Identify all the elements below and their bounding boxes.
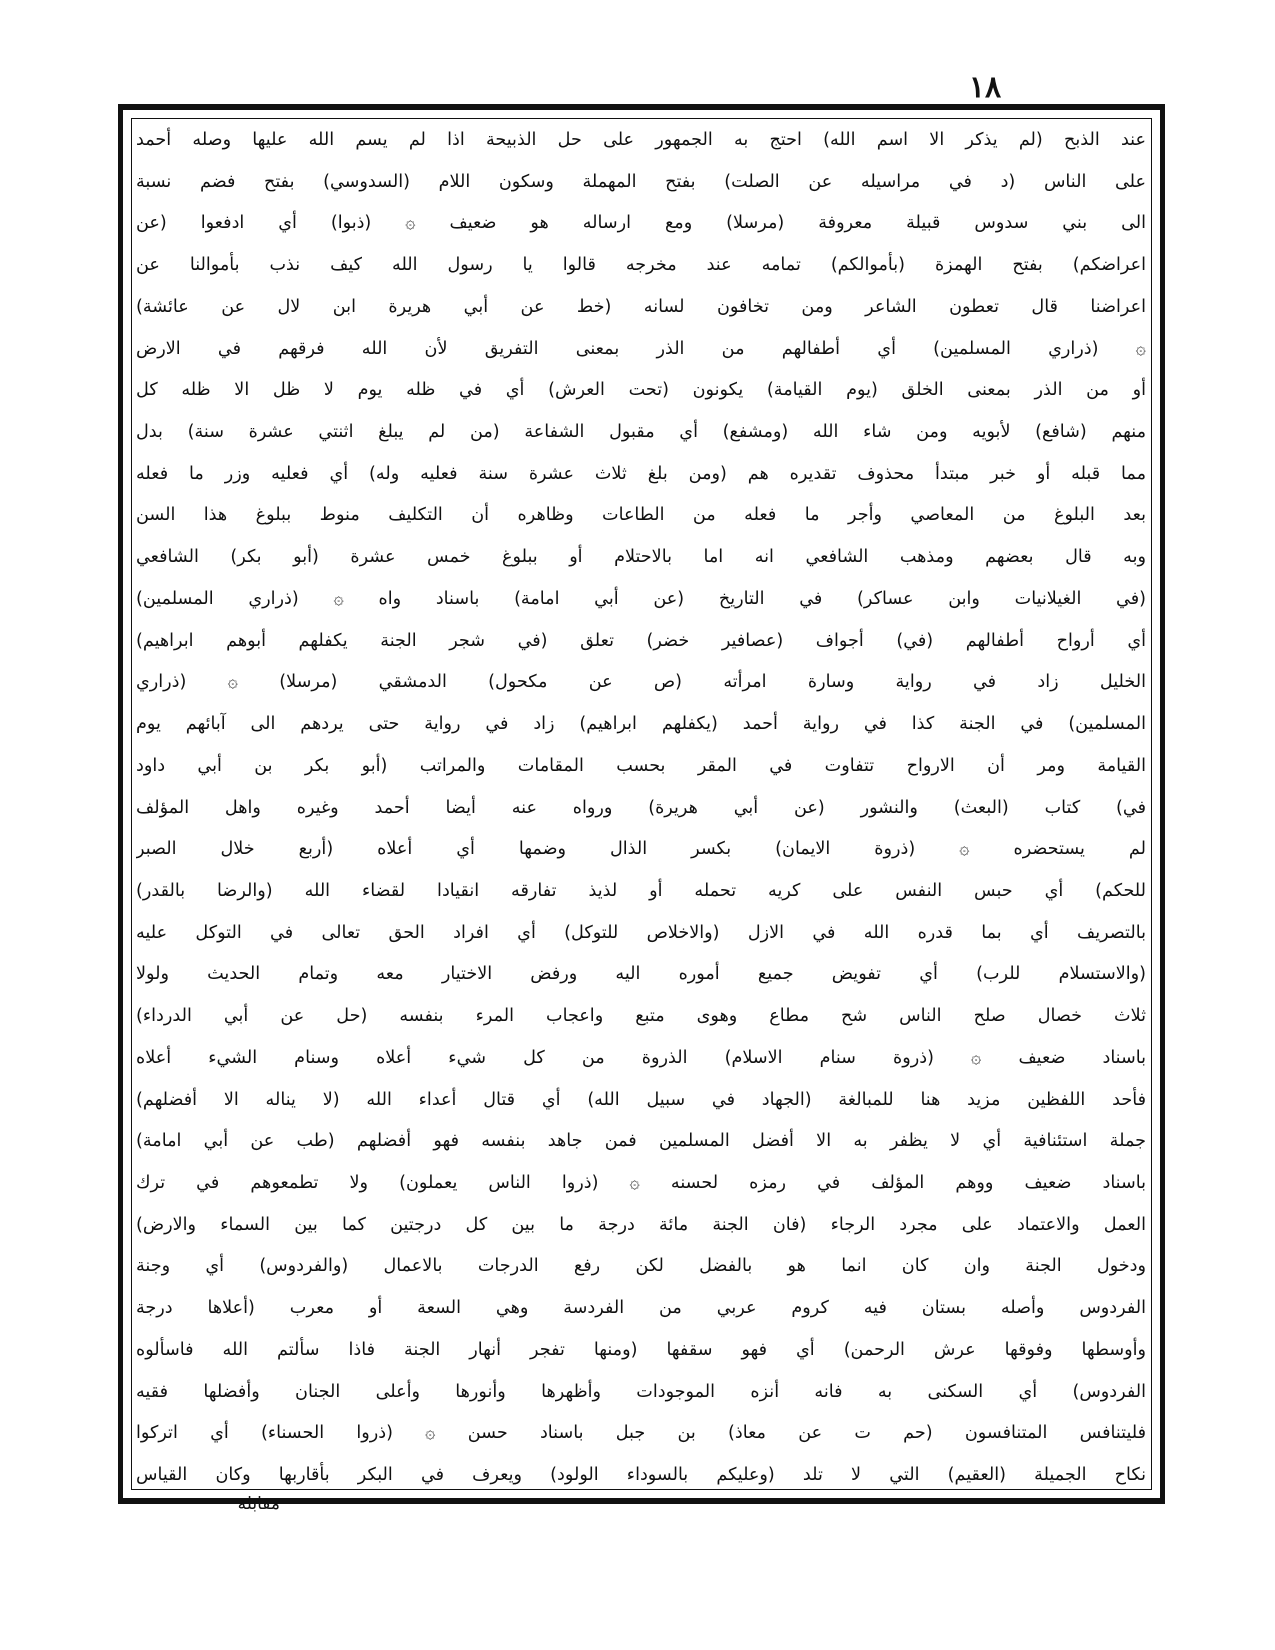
- text-line: أو من الذر بمعنى الخلق (يوم القيامة) يكونون (تحت العرش) أي في ظله يوم لا ظل الا ظله كل: [136, 380, 1146, 401]
- text-line: فليتنافس المتنافسون (حم ت عن معاذ) بن جبل باسناد حسن ۞ (ذروا الحسناء) أي اتركوا: [136, 1423, 1146, 1444]
- text-line: بعد البلوغ من المعاصي وأجر ما فعله من الطاعات وظاهره أن التكليف منوط ببلوغ هذا السن: [136, 505, 1146, 526]
- text-line: اعراضكم) بفتح الهمزة (بأموالكم) تمامه عند مخرجه قالوا يا رسول الله كيف نذب بأموالنا عن: [136, 255, 1146, 276]
- text-line: بالتصريف أي بما قدره الله في الازل (والاخلاص للتوكل) أي افراد الحق تعالى في التوكل عليه: [136, 922, 1146, 943]
- text-line: ۞ (ذراري المسلمين) أي أطفالهم من الذر بمعنى التفريق لأن الله فرقهم في الارض: [136, 338, 1146, 359]
- text-line: المسلمين) في الجنة كذا في رواية أحمد (يكفلهم ابراهيم) زاد في رواية حتى يردهم الى آبائهم يوم: [136, 714, 1146, 735]
- text-line: الى بني سدوس قبيلة معروفة (مرسلا) ومع ارساله هو ضعيف ۞ (ذبوا) أي ادفعوا (عن: [136, 213, 1146, 234]
- text-line: على الناس (د في مراسيله عن الصلت) بفتح المهملة وسكون اللام (السدوسي) بفتح فضم نسبة: [136, 171, 1146, 192]
- text-line: الخليل زاد في رواية وسارة امرأته (ص عن مكحول) الدمشقي (مرسلا) ۞ (ذراري: [136, 672, 1146, 693]
- text-line: في) كتاب (البعث) والنشور (عن أبي هريرة) ورواه عنه أيضا أحمد وغيره واهل المؤلف: [136, 797, 1146, 818]
- text-line: مما قبله أو خبر مبتدأ محذوف تقديره هم (ومن بلغ ثلاث عشرة سنة فعليه وله) أي فعليه وزر ما فعله: [136, 463, 1146, 484]
- text-line: باسناد ضعيف ۞ (ذروة سنام الاسلام) الذروة من كل شيء أعلاه وسنام الشيء أعلاه: [136, 1047, 1146, 1068]
- text-line: الفردوس) أي السكنى به فانه أنزه الموجودات وأظهرها وأنورها وأعلى الجنان وأفضلها فقيه: [136, 1381, 1146, 1402]
- text-line: أي أرواح أطفالهم (في) أجواف (عصافير خضر) تعلق (في شجر الجنة يكفلهم أبوهم ابراهيم): [136, 630, 1146, 651]
- text-line: ودخول الجنة وان كان انما هو بالفضل لكن رفع الدرجات بالاعمال (والفردوس) أي وجنة: [136, 1256, 1146, 1277]
- text-line: (في الغيلانيات وابن عساكر) في التاريخ (عن أبي امامة) باسناد واه ۞ (ذراري المسلمين): [136, 588, 1146, 609]
- text-line: باسناد ضعيف ووهم المؤلف في رمزه لحسنه ۞ (ذروا الناس يعملون) ولا تطمعوهم في ترك: [136, 1172, 1146, 1193]
- text-line: عند الذبح (لم يذكر الا اسم الله) احتج به الجمهور على حل الذبيحة اذا لم يسم الله عليها وصله أحمد: [136, 130, 1146, 150]
- text-line: نكاح الجميلة (العقيم) التي لا تلد (وعليكم بالسوداء الولود) ويعرف في البكر بأقاربها وكان القياس: [136, 1465, 1146, 1485]
- text-line: (والاستسلام للرب) أي تفويض جميع أموره اليه ورفض الاختيار معه وتمام الحديث ولولا: [136, 964, 1146, 985]
- text-line: للحكم) أي حبس النفس على كريه تحمله أو لذيذ تفارقه انقيادا لقضاء الله (والرضا بالقدر): [136, 880, 1146, 901]
- catchword: مقابلة: [237, 1494, 280, 1514]
- page-number: ١٨: [968, 70, 1002, 105]
- text-line: فأحد اللفظين مزيد هنا للمبالغة (الجهاد في سبيل الله) أي قتال أعداء الله (لا يناله الا أفضلهم): [136, 1089, 1146, 1110]
- text-line: العمل والاعتماد على مجرد الرجاء (فان الجنة مائة درجة ما بين كل درجتين كما بين السماء والارض): [136, 1214, 1146, 1235]
- text-line: وبه قال بعضهم ومذهب الشافعي انه اما بالاحتلام أو ببلوغ خمس عشرة (أبو بكر) الشافعي: [136, 547, 1146, 568]
- text-line: ثلاث خصال صلح الناس شح مطاع وهوى متبع واعجاب المرء بنفسه (حل عن أبي الدرداء): [136, 1006, 1146, 1027]
- text-line: جملة استئنافية أي لا يظفر به الا أفضل المسلمين فمن جاهد بنفسه فهو أفضلهم (طب عن أبي امامة): [136, 1131, 1146, 1152]
- text-line: منهم (شافع) لأبويه ومن شاء الله (ومشفع) أي مقبول الشفاعة (من لم يبلغ اثنتي عشرة سنة) بدل: [136, 422, 1146, 443]
- text-block: [136, 124, 1146, 1492]
- text-line: اعراضنا قال تعطون الشاعر ومن تخافون لسانه (خط عن أبي هريرة ابن لال عن عائشة): [136, 296, 1146, 317]
- text-line: لم يستحضره ۞ (ذروة الايمان) بكسر الذال وضمها أي أعلاه (أربع خلال الصبر: [136, 839, 1146, 860]
- text-line: القيامة ومر أن الارواح تتفاوت في المقر بحسب المقامات والمراتب (أبو بكر بن أبي داود: [136, 755, 1146, 776]
- text-line: وأوسطها وفوقها عرش الرحمن) أي فهو سقفها (ومنها تفجر أنهار الجنة فاذا سألتم الله فاسألوه: [136, 1339, 1146, 1360]
- text-line: الفردوس وأصله بستان فيه كروم عربي من الفردسة وهي السعة أو معرب (أعلاها درجة: [136, 1298, 1146, 1319]
